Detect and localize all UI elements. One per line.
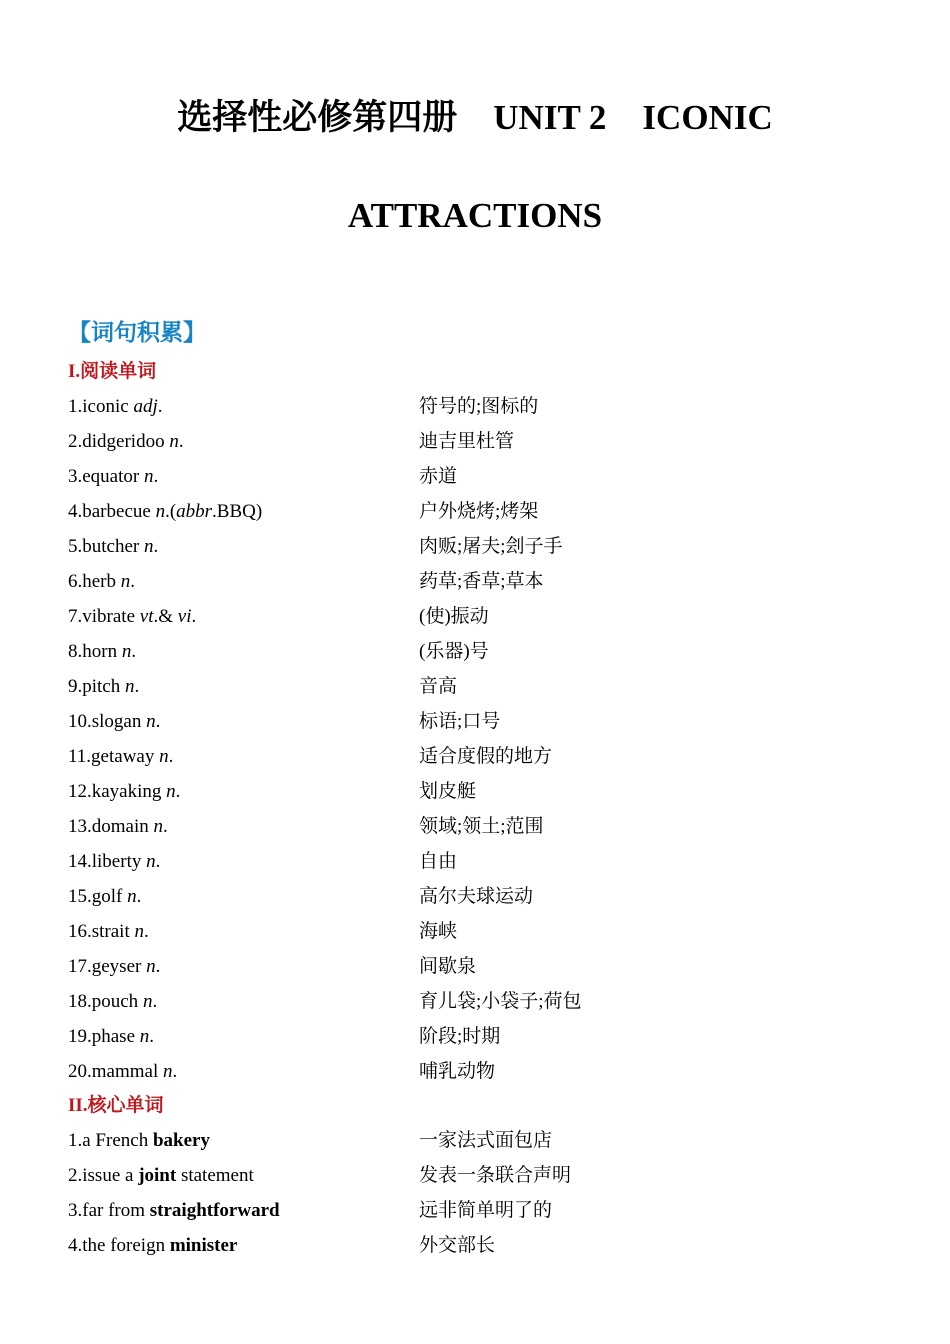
item-meaning: 阶段;时期 xyxy=(419,1026,501,1047)
part-of-speech: n xyxy=(142,991,153,1012)
item-word: domain xyxy=(91,816,154,837)
word-entry xyxy=(68,1059,177,1085)
item-meaning: 海峡 xyxy=(419,921,458,942)
item-word: barbecue xyxy=(82,501,156,522)
item-number: 14. xyxy=(68,851,92,872)
phrase-keyword: straightforward xyxy=(149,1200,280,1221)
item-meaning: 肉贩;屠夫;刽子手 xyxy=(419,536,563,557)
item-number: 4. xyxy=(68,1235,83,1256)
item-number: 13. xyxy=(68,816,92,837)
item-meaning: 标语;口号 xyxy=(419,711,501,732)
list-item xyxy=(68,394,888,429)
item-punct: . xyxy=(178,431,184,452)
item-word: strait xyxy=(91,921,135,942)
item-meaning: 赤道 xyxy=(419,466,458,487)
item-number: 17. xyxy=(68,956,92,977)
list-item xyxy=(68,849,888,884)
item-number: 10. xyxy=(68,711,92,732)
item-punct: . xyxy=(191,606,197,627)
list-item xyxy=(68,1059,888,1094)
list-item xyxy=(68,674,888,709)
part-of-speech: n xyxy=(134,921,144,942)
item-punct: . xyxy=(155,956,161,977)
item-word: liberty xyxy=(91,851,147,872)
item-number: 19. xyxy=(68,1026,92,1047)
item-word: didgeridoo xyxy=(82,431,170,452)
item-number: 4. xyxy=(68,501,83,522)
item-meaning: 音高 xyxy=(419,676,458,697)
item-meaning: 户外烧烤;烤架 xyxy=(419,501,539,522)
item-punct: . xyxy=(130,571,136,592)
subheading-text: .核心单词 xyxy=(82,1095,164,1116)
phrase-keyword: bakery xyxy=(152,1130,210,1151)
list-item xyxy=(68,534,888,569)
item-punct: . xyxy=(163,816,168,837)
title-chinese: 选择性必修第四册 xyxy=(177,98,458,137)
item-number: 18. xyxy=(68,991,92,1012)
item-number: 3. xyxy=(68,466,83,487)
item-meaning: 间歇泉 xyxy=(419,956,477,977)
list-item xyxy=(68,1024,888,1059)
item-punct: . xyxy=(131,641,137,662)
subheading-roman: II xyxy=(68,1095,83,1116)
word-entry xyxy=(68,849,160,875)
item-punct: . xyxy=(134,676,140,697)
list-item xyxy=(68,884,888,919)
phrase-entry xyxy=(68,1163,254,1189)
word-entry xyxy=(68,779,180,805)
phrase-post: statement xyxy=(176,1165,254,1186)
item-meaning: 自由 xyxy=(419,851,458,872)
item-punct: . xyxy=(153,536,159,557)
list-item xyxy=(68,919,888,954)
item-number: 11. xyxy=(68,746,92,767)
item-number: 1. xyxy=(68,396,83,417)
item-punct: . xyxy=(152,991,158,1012)
part-of-speech: vt xyxy=(139,606,154,627)
item-punct: .( xyxy=(165,501,177,522)
part-of-speech: n xyxy=(155,501,166,522)
part-of-speech: n xyxy=(159,746,169,767)
item-punct: . xyxy=(149,1026,155,1047)
list-item xyxy=(68,604,888,639)
section-heading: 【词句积累】 xyxy=(68,320,206,346)
part-of-speech: n xyxy=(143,536,154,557)
word-entry xyxy=(68,639,136,665)
part-of-speech: n xyxy=(169,431,179,452)
word-entry xyxy=(68,464,158,490)
phrase-entry xyxy=(68,1233,237,1259)
list-item xyxy=(68,1233,888,1268)
item-word: mammal xyxy=(91,1061,163,1082)
part-of-speech: n xyxy=(125,676,135,697)
part-of-speech: n xyxy=(162,1061,173,1082)
word-entry xyxy=(68,674,139,700)
list-item xyxy=(68,1128,888,1163)
item-meaning: 领域;领土;范围 xyxy=(419,816,544,837)
phrase-entry xyxy=(68,1128,210,1154)
list-item xyxy=(68,1198,888,1233)
list-item xyxy=(68,639,888,674)
word-entry xyxy=(68,1024,154,1050)
item-word: herb xyxy=(82,571,121,592)
list-item xyxy=(68,954,888,989)
list-item xyxy=(68,499,888,534)
item-word: phase xyxy=(91,1026,140,1047)
subheading-roman: I xyxy=(68,361,76,382)
list-item xyxy=(68,744,888,779)
item-punct: . xyxy=(153,466,159,487)
list-item xyxy=(68,989,888,1024)
part-of-speech: n xyxy=(120,571,131,592)
word-entry xyxy=(68,919,149,945)
item-word: equator xyxy=(82,466,144,487)
part-of-speech: n xyxy=(139,1026,150,1047)
item-meaning: 划皮艇 xyxy=(419,781,477,802)
item-punct: .& xyxy=(153,606,178,627)
item-number: 5. xyxy=(68,536,83,557)
word-entry xyxy=(68,744,173,770)
subheading-text: .阅读单词 xyxy=(75,361,157,382)
item-word: getaway xyxy=(91,746,160,767)
item-word: iconic xyxy=(82,396,134,417)
list-item xyxy=(68,814,888,849)
part-of-speech: n xyxy=(121,641,132,662)
page-title-line1 xyxy=(0,98,950,138)
phrase-keyword: joint xyxy=(138,1165,177,1186)
part-of-speech: n xyxy=(143,466,154,487)
subheading-core-words xyxy=(68,1093,164,1119)
item-word: horn xyxy=(82,641,122,662)
word-entry xyxy=(68,709,160,735)
part-of-speech: n xyxy=(146,711,156,732)
word-entry xyxy=(68,954,160,980)
phrase-pre: issue a xyxy=(82,1165,139,1186)
word-entry xyxy=(68,884,141,910)
item-meaning: 育儿袋;小袋子;荷包 xyxy=(419,991,582,1012)
item-number: 3. xyxy=(68,1200,83,1221)
item-word: pouch xyxy=(91,991,143,1012)
item-number: 7. xyxy=(68,606,83,627)
word-entry xyxy=(68,534,158,560)
item-word: pitch xyxy=(82,676,125,697)
item-word: vibrate xyxy=(82,606,140,627)
part-of-speech: n xyxy=(146,956,156,977)
item-meaning: 发表一条联合声明 xyxy=(419,1165,572,1186)
item-number: 9. xyxy=(68,676,83,697)
item-punct: . xyxy=(157,396,163,417)
part-of-speech: vi xyxy=(177,606,192,627)
word-entry xyxy=(68,499,262,525)
part-of-speech: abbr xyxy=(176,501,213,522)
item-word: kayaking xyxy=(91,781,167,802)
item-meaning: 一家法式面包店 xyxy=(419,1130,553,1151)
list-item xyxy=(68,429,888,464)
word-entry xyxy=(68,429,184,455)
item-number: 12. xyxy=(68,781,92,802)
item-punct: . xyxy=(168,746,174,767)
item-word: slogan xyxy=(91,711,147,732)
phrase-pre: the foreign xyxy=(82,1235,170,1256)
list-item xyxy=(68,569,888,604)
item-meaning: 外交部长 xyxy=(419,1235,496,1256)
item-number: 2. xyxy=(68,431,83,452)
word-entry xyxy=(68,814,168,840)
item-number: 15. xyxy=(68,886,92,907)
part-of-speech: n xyxy=(146,851,156,872)
page-title-line2: ATTRACTIONS xyxy=(347,196,603,235)
part-of-speech: n xyxy=(153,816,163,837)
word-entry xyxy=(68,569,135,595)
title-iconic: ICONIC xyxy=(642,98,773,137)
item-punct: . xyxy=(172,1061,178,1082)
phrase-entry xyxy=(68,1198,280,1224)
item-number: 8. xyxy=(68,641,83,662)
item-word: golf xyxy=(91,886,128,907)
item-punct: . xyxy=(136,886,142,907)
part-of-speech: adj xyxy=(133,396,158,417)
part-of-speech: n xyxy=(166,781,176,802)
item-meaning: 高尔夫球运动 xyxy=(419,886,534,907)
part-of-speech: n xyxy=(127,886,137,907)
item-meaning: 适合度假的地方 xyxy=(419,746,553,767)
item-number: 6. xyxy=(68,571,83,592)
item-number: 20. xyxy=(68,1061,92,1082)
subheading-reading-words xyxy=(68,359,156,385)
item-number: 2. xyxy=(68,1165,83,1186)
item-punct: . xyxy=(175,781,181,802)
item-punct: . xyxy=(144,921,149,942)
item-number: 16. xyxy=(68,921,92,942)
phrase-keyword: minister xyxy=(169,1235,238,1256)
list-item xyxy=(68,709,888,744)
word-entry xyxy=(68,394,162,420)
item-punct: .BBQ) xyxy=(212,501,263,522)
list-item xyxy=(68,1163,888,1198)
phrase-pre: a French xyxy=(82,1130,153,1151)
item-word: butcher xyxy=(82,536,144,557)
item-meaning: (使)振动 xyxy=(419,606,489,627)
word-entry xyxy=(68,989,157,1015)
item-punct: . xyxy=(155,851,161,872)
item-meaning: 远非简单明了的 xyxy=(419,1200,553,1221)
list-item xyxy=(68,464,888,499)
item-punct: . xyxy=(155,711,161,732)
item-word: geyser xyxy=(91,956,147,977)
item-meaning: 哺乳动物 xyxy=(419,1061,496,1082)
item-number: 1. xyxy=(68,1130,83,1151)
item-meaning: 迪吉里杜管 xyxy=(419,431,515,452)
word-entry xyxy=(68,604,196,630)
phrase-pre: far from xyxy=(82,1200,150,1221)
list-item xyxy=(68,779,888,814)
item-meaning: (乐器)号 xyxy=(419,641,489,662)
item-meaning: 符号的;图标的 xyxy=(419,396,539,417)
item-meaning: 药草;香草;草本 xyxy=(419,571,544,592)
title-unit: UNIT 2 xyxy=(493,98,607,137)
